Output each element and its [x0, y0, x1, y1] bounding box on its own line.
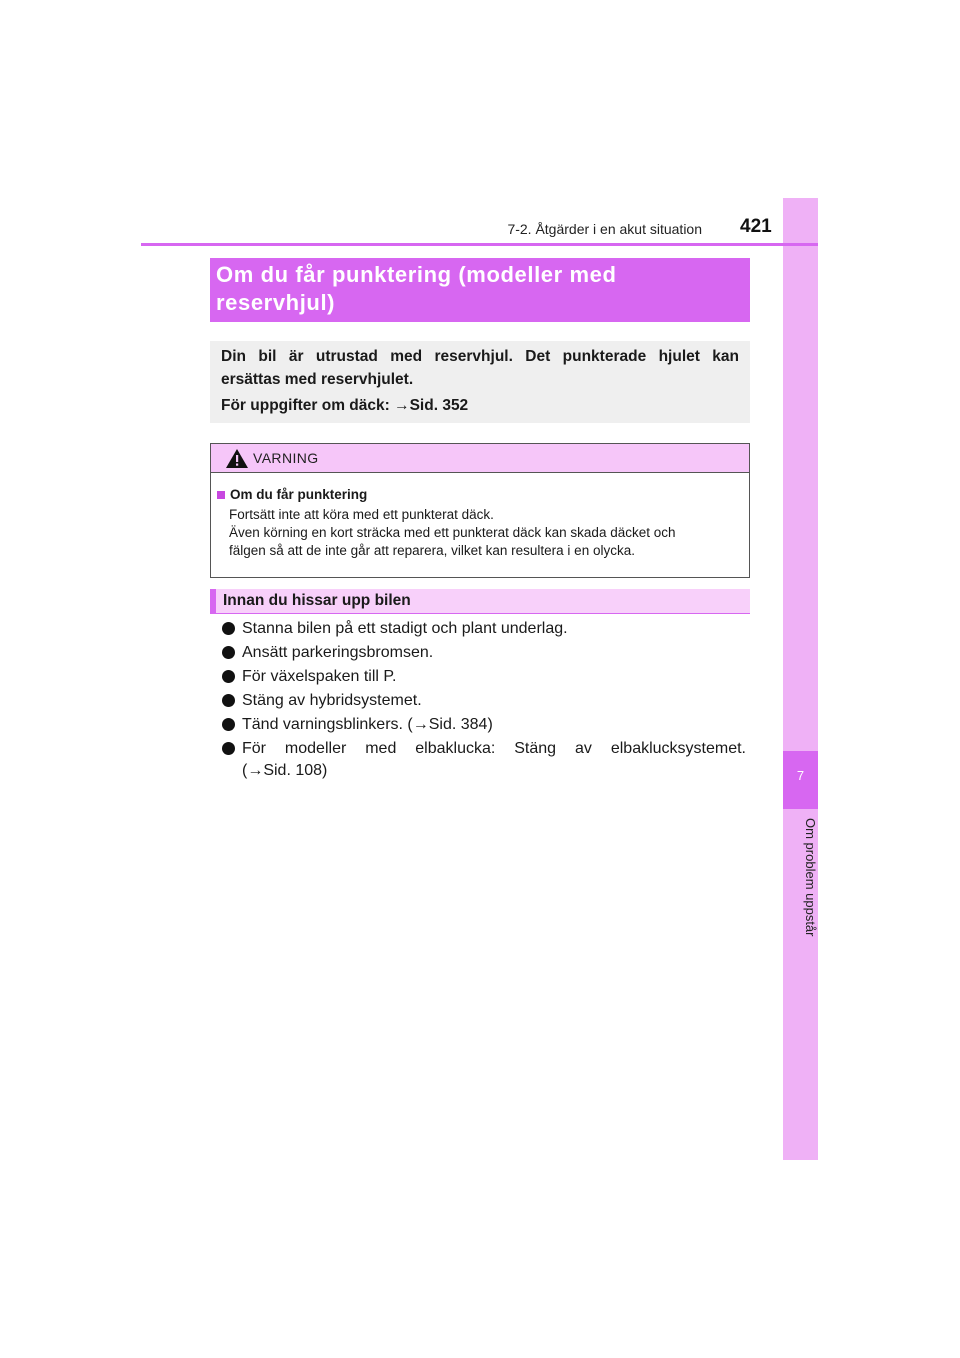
intro-ref-prefix: För uppgifter om däck: [221, 397, 395, 414]
list-item-text: Tänd varningsblinkers. (→Sid. 384) [242, 716, 493, 733]
warning-header [211, 444, 749, 473]
list-item [222, 618, 746, 640]
chapter-label: Om problem uppstår [803, 818, 818, 937]
warning-label: VARNING [253, 450, 319, 466]
subsection-accent-bar [210, 589, 216, 613]
list-item-text: För växelspaken till P. [242, 668, 397, 685]
warning-body [211, 473, 749, 560]
subsection-underline [210, 613, 750, 614]
intro-reference [210, 396, 750, 416]
subsection-heading [210, 589, 750, 613]
bullet-dot-icon [222, 670, 235, 683]
warning-box [210, 443, 750, 578]
intro-line2: ersättas med reservhjulet. [221, 371, 414, 388]
list-item [222, 666, 746, 688]
warning-triangle-icon [226, 449, 248, 468]
subsection-title: Innan du hissar upp bilen [223, 592, 411, 609]
warning-subtitle [217, 486, 741, 504]
page-title-line1: Om du får punktering (modeller med [216, 262, 617, 287]
header-divider [141, 243, 818, 246]
step-list [222, 618, 746, 784]
list-item-text: Stanna bilen på ett stadigt och plant underlag. [242, 620, 568, 637]
warning-text [217, 506, 741, 560]
page-title-line2: reservhjul) [216, 290, 336, 315]
page-number: 421 [740, 216, 772, 237]
title-banner [210, 258, 750, 322]
intro-line1: Din bil är utrustad med reservhjul. Det punkterade hjulet kan [221, 348, 739, 365]
list-item [222, 690, 746, 712]
list-item [222, 714, 746, 736]
warning-subtitle-text: Om du får punktering [230, 487, 368, 502]
intro-box [210, 341, 750, 423]
square-bullet-icon [217, 491, 225, 499]
bullet-dot-icon [222, 742, 235, 755]
list-item-text-line2: (→Sid. 108) [242, 762, 328, 779]
list-item-text: Stäng av hybridsystemet. [242, 692, 422, 709]
list-item-text-line1: För modeller med elbaklucka: Stäng av elbaklucksystemet. [242, 740, 746, 757]
warning-line: Även körning en kort sträcka med ett punkterat däck kan skada däcket och [229, 525, 676, 540]
bullet-dot-icon [222, 646, 235, 659]
list-item-text: Ansätt parkeringsbromsen. [242, 644, 434, 661]
warning-line: Fortsätt inte att köra med ett punkterat däck. [229, 507, 494, 522]
chapter-side-tab [783, 198, 818, 1160]
arrow-icon: → [394, 397, 410, 414]
bullet-dot-icon [222, 694, 235, 707]
bullet-dot-icon [222, 622, 235, 635]
page-title [210, 258, 750, 317]
list-item [222, 738, 746, 782]
warning-line: fälgen så att de inte går att reparera, vilket kan resultera i en olycka. [229, 543, 635, 558]
list-item [222, 642, 746, 664]
bullet-dot-icon [222, 718, 235, 731]
intro-text [210, 341, 750, 391]
section-header: 7-2. Åtgärder i en akut situation [507, 221, 702, 237]
intro-ref-page-link[interactable]: Sid. 352 [409, 397, 469, 414]
chapter-number: 7 [796, 768, 805, 783]
